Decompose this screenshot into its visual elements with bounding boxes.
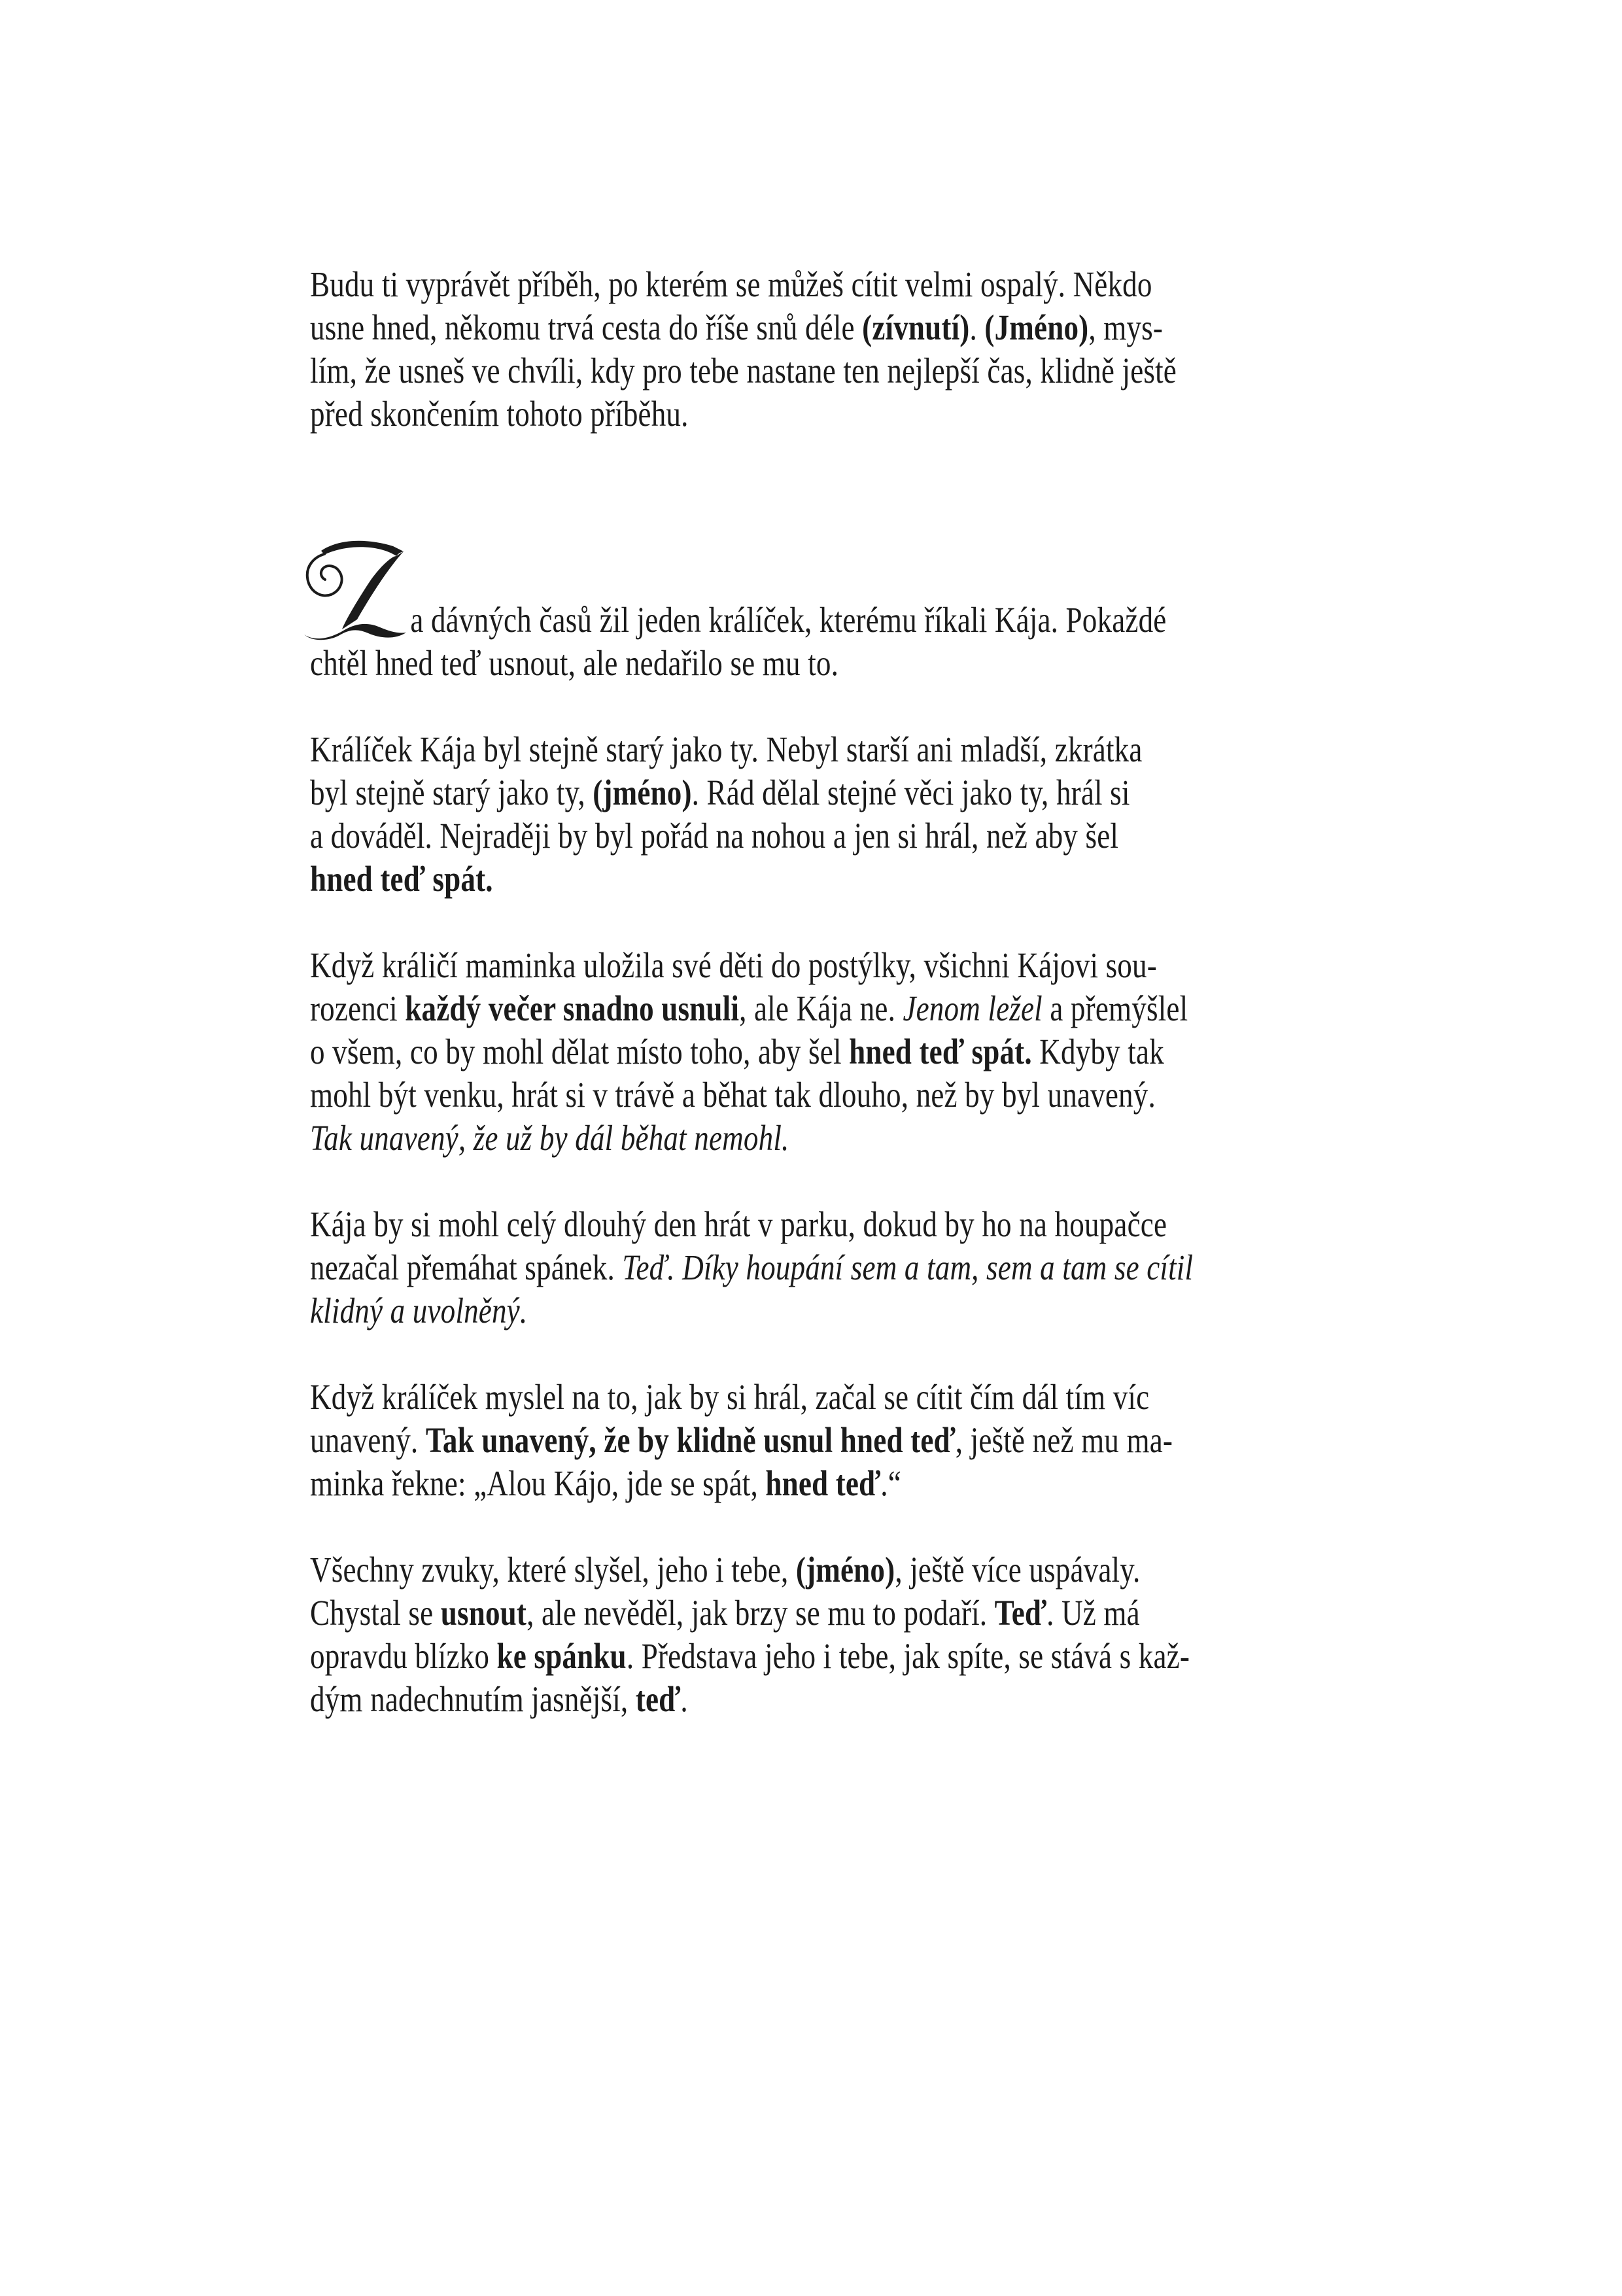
text-span-bold: (zívnutí) [862,307,970,347]
text-span: Kája by si mohl celý dlouhý den hrát v parku, dokud by ho na houpačce [310,1204,1167,1244]
text-span-bold: (jméno) [795,1550,895,1590]
text-line [310,642,1118,685]
text-span: minka řekne: „Alou Kájo, jde se spát, [310,1463,766,1503]
text-line [310,1203,1167,1246]
text-span: chtěl hned teď usnout, ale nedařilo se mu to. [310,643,839,683]
text-line [310,1246,1194,1289]
text-line [310,263,1152,306]
paragraph-thinking-tired [310,1376,1295,1505]
text-line [310,349,1177,392]
text-span: a přemýšlel [1042,988,1188,1028]
text-line [310,1030,1164,1073]
text-span-bold: Tak unavený, že by klidně usnul hned teď [425,1420,956,1460]
text-span: . [680,1679,688,1719]
text-span: usne hned, někomu trvá cesta do říše snů déle [310,307,863,347]
text-span: .“ [880,1463,901,1503]
text-span-bold: Teď [994,1593,1047,1633]
text-line [310,858,1118,901]
text-span-bold: teď [635,1679,681,1719]
text-span: o všem, co by mohl dělat místo toho, aby šel [310,1032,850,1071]
text-span-bold: (jméno) [593,773,692,812]
text-span-bold: hned teď [765,1463,881,1503]
text-span: Všechny zvuky, které slyšel, jeho i tebe, [310,1550,796,1590]
text-span-bold: usnout [440,1593,527,1633]
text-span: byl stejně starý jako ty, [310,773,593,812]
text-block [310,263,1295,1764]
text-span-italic: Teď. Díky houpání sem a tam, sem a tam se cítil [622,1247,1194,1287]
text-span-italic: klidný a uvolněný. [310,1291,528,1331]
text-span-italic: Jenom ležel [903,988,1043,1028]
text-line [310,728,1143,771]
text-span: Když králíček myslel na to, jak by si hrál, začal se cítit čím dál tím víc [310,1377,1150,1417]
text-line [310,1289,1118,1332]
text-span: Králíček Kája byl stejně starý jako ty. Nebyl starší ani mladší, zkrátka [310,729,1143,769]
text-span: , ještě více uspávaly. [895,1550,1141,1590]
paragraph-intro [310,263,1295,436]
text-span: . Rád dělal stejné věci jako ty, hrál si [691,773,1130,812]
text-span: před skončením tohoto příběhu. [310,394,689,434]
text-span: Budu ti vyprávět příběh, po kterém se můžeš cítit velmi ospalý. Někdo [310,264,1152,304]
text-span: dým nadechnutím jasnější, [310,1679,636,1719]
text-span: Chystal se [310,1593,441,1633]
text-span-bold: hned teď spát. [310,859,493,899]
text-span: nezačal přemáhat spánek. [310,1247,623,1287]
text-span: , ale Kája ne. [739,988,903,1028]
text-line [310,1548,1141,1592]
text-span: . Už má [1046,1593,1140,1633]
text-span: unavený. [310,1420,426,1460]
paragraph-park-swing [310,1203,1295,1332]
text-span: . Představa jeho i tebe, jak spíte, se stává s kaž- [626,1636,1190,1676]
text-line [310,814,1118,858]
text-span: Kdyby tak [1031,1032,1164,1071]
text-span: rozenci [310,988,406,1028]
paragraph-siblings-sleep [310,944,1295,1160]
text-line [310,771,1130,814]
paragraph-story-opening [310,599,1295,685]
text-line [310,1117,1118,1160]
text-span-italic: Tak unavený, že už by dál běhat nemohl. [310,1118,789,1158]
text-line [310,1419,1173,1462]
text-line [310,392,1118,436]
paragraph-sounds-sleepy [310,1548,1295,1721]
text-span: lím, že usneš ve chvíli, kdy pro tebe nastane ten nejlepší čas, klidně ještě [310,351,1177,391]
text-span: , ale nevěděl, jak brzy se mu to podaří. [526,1593,995,1633]
text-span-bold: hned teď spát. [849,1032,1032,1071]
text-span: a dávných časů žil jeden králíček, kterému říkali Kája. Pokaždé [410,600,1167,640]
text-line [310,1376,1150,1419]
text-line [310,1073,1156,1117]
text-span-bold: každý večer snadno usnuli [405,988,740,1028]
text-span: opravdu blízko [310,1636,497,1676]
text-line [310,1678,1118,1721]
paragraph-kaja-same-age [310,728,1295,901]
text-span: a dováděl. Nejraději by byl pořád na nohou a jen si hrál, než aby šel [310,816,1119,856]
text-span: Když králičí maminka uložila své děti do postýlky, všichni Kájovi sou- [310,945,1157,985]
text-span: , mys- [1088,307,1164,347]
text-span-bold: (Jméno) [984,307,1089,347]
text-line [310,306,1164,349]
text-line [310,987,1188,1030]
text-span: , ještě než mu ma- [955,1420,1173,1460]
text-line [310,599,1167,642]
text-line [310,944,1157,987]
text-line [310,1635,1190,1678]
text-line [310,1462,1118,1505]
text-span: . [969,307,985,347]
text-line [310,1592,1140,1635]
text-span-bold: ke spánku [496,1636,627,1676]
text-span: mohl být venku, hrát si v trávě a běhat tak dlouho, než by byl unavený. [310,1075,1156,1115]
